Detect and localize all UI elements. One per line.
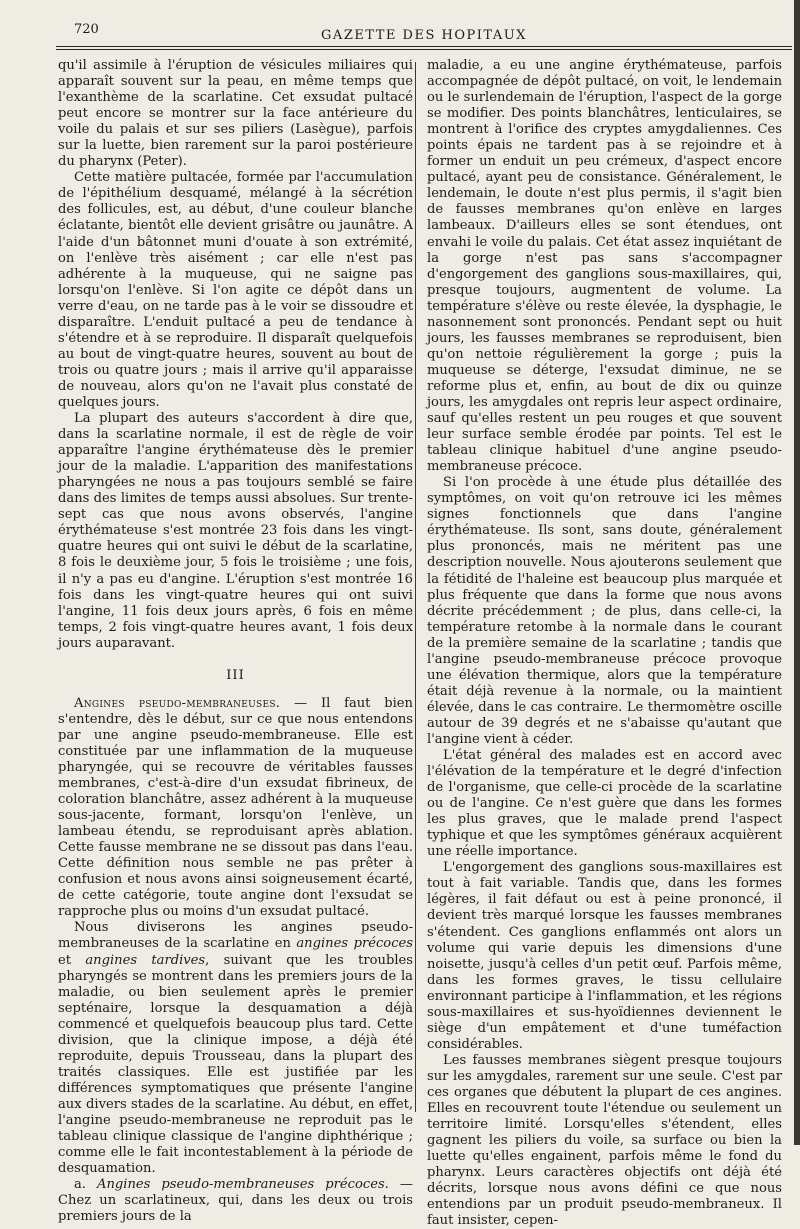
running-title: GAZETTE DES HOPITAUX bbox=[321, 28, 527, 43]
section-number: III bbox=[226, 667, 245, 683]
paragraph bbox=[58, 1177, 413, 1225]
header-rule-top bbox=[56, 46, 792, 47]
paragraph-text: Nous diviserons les angines pseudo-membraneuses de la scarlatine en bbox=[58, 920, 413, 952]
emphasis: angines tardives bbox=[85, 952, 206, 968]
emphasis: angines précoces bbox=[296, 936, 413, 952]
column-divider bbox=[415, 62, 416, 1112]
page-number: 720 bbox=[74, 22, 99, 37]
header-rule-bottom bbox=[56, 49, 792, 50]
paragraph-text: et bbox=[58, 952, 86, 968]
section-heading: Angines pseudo-membraneuses. bbox=[74, 695, 281, 711]
right-column bbox=[427, 58, 782, 1229]
paragraph-text: , suivant que les troubles pharyngés se montrent dans les premiers jours de la maladie, ou bien seulement après le premier septénaire, lorsque la desquamation a déjà commencé et quelquefois beaucoup plus tard. Cette division, que la clinique impose, a déjà été reproduite, depuis Trousseau, dans la plupart des traités classiques. Elle est justifiée par les différences symptomatiques que présente l'angine aux divers stades de la scarlatine. Au début, en effet, l'angine pseudo-membraneuse ne reproduit pas le tableau clinique classique de l'angine diphthérique ; comme elle le fait incontestablement à la période de desquamation. bbox=[58, 952, 413, 1177]
paragraph: L'engorgement des ganglions sous-maxillaires est tout à fait variable. Tandis que, dans les formes légères, il fait défaut ou est à peine prononcé, il devient très marqué lorsque les fausses membranes s'étendent. Ces ganglions enflammés ont alors un volume qui varie depuis les dimensions d'une noisette, jusqu'à celles d'un petit œuf. Parfois même, dans les formes graves, le tissu cellulaire environnant participe à l'inflammation, et les régions sous-maxillaires et sus-hyoïdiennes deviennent le siège d'un empâtement et d'une tuméfaction considérables. bbox=[427, 860, 782, 1052]
subsection-label: a. bbox=[74, 1177, 98, 1193]
paragraph-text: — Il faut bien s'entendre, dès le début, sur ce que nous entendons par une angine pseudo-membraneuse. Elle est constituée par une inflammation de la muqueuse pharyngée, qui se recouvre de véritables fausses membranes, c'est-à-dire d'un exsudat fibrineux, de coloration blanchâtre, assez adhérent à la muqueuse sous-jacente, formant, lorsqu'on l'enlève, un lambeau étendu, se reproduisant après ablation. Cette fausse membrane ne se dissout pas dans l'eau. Cette définition nous semble ne pas prêter à confusion et nous avons ainsi soigneusement écarté, de cette catégorie, toute angine dont l'exsudat se rapproche plus ou moins d'un exsudat pultacé. bbox=[58, 695, 413, 920]
paragraph: Si l'on procède à une étude plus détaillée des symptômes, on voit qu'on retrouve ici les mêmes signes fonctionnels que dans l'angine érythémateuse. Ils sont, sans doute, généralement plus prononcés, mais ne méritent pas une description nouvelle. Nous ajouterons seulement que la fétidité de l'haleine est beaucoup plus marquée et plus fréquente que dans la forme que nous avons décrite précédemment ; de plus, dans celle-ci, la température retombe à la normale dans le courant de la première semaine de la scarlatine ; tandis que l'angine pseudo-membraneuse précoce provoque une élévation thermique, alors que la température était déjà revenue à la normale, ou la maintient élevée, dans le cas contraire. Le thermomètre oscille autour de 39 degrés et ne s'abaisse qu'autant que l'angine vient à céder. bbox=[427, 475, 782, 747]
paragraph: maladie, a eu une angine érythémateuse, parfois accompagnée de dépôt pultacé, on voit, le lendemain ou le surlendemain de l'éruption, l'aspect de la gorge se modifier. Des points blanchâtres, lenticulaires, se montrent à l'orifice des cryptes amygdaliennes. Ces points épais ne tardent pas à se rejoindre et à former un enduit un peu crémeux, d'aspect encore pultacé, ayant peu de consistance. Généralement, le lendemain, le doute n'est plus permis, il s'agit bien de fausses membranes qu'on enlève en larges lambeaux. D'ailleurs elles se sont étendues, ont envahi le voile du palais. Cet état assez inquiétant de la gorge n'est pas sans s'accompagner d'engorgement des ganglions sous-maxillaires, qui, presque toujours, augmentent de volume. La température s'élève ou reste élevée, la dysphagie, le nasonnement sont prononcés. Pendant sept ou huit jours, les fausses membranes se reproduisent, bien qu'on nettoie régulièrement la gorge ; puis la muqueuse se déterge, l'exsudat diminue, ne se reforme plus et, enfin, au bout de dix ou quinze jours, les amygdales ont repris leur aspect ordinaire, sauf qu'elles restent un peu rouges et que souvent leur surface semble érodée par points. Tel est le tableau clinique habituel d'une angine pseudo-membraneuse précoce. bbox=[427, 58, 782, 475]
page-header bbox=[56, 14, 792, 44]
paragraph: La plupart des auteurs s'accordent à dire que, dans la scarlatine normale, il est de règle de voir apparaître l'angine érythémateuse dès le premier jour de la maladie. L'apparition des manifestations pharyngées ne nous a pas toujours semblé se faire dans des limites de temps aussi absolues. Sur trente-sept cas que nous avons observés, l'angine érythémateuse s'est montrée 23 fois dans les vingt-quatre heures qui ont suivi le début de la scarlatine, 8 fois le deuxième jour, 5 fois le troisième ; une fois, il n'y a pas eu d'angine. L'éruption s'est montrée 16 fois dans les vingt-quatre heures qui ont suivi l'angine, 11 fois deux jours après, 6 fois en même temps, 2 fois vingt-quatre heures avant, 1 fois deux jours auparavant. bbox=[58, 411, 413, 651]
left-column bbox=[58, 58, 413, 1225]
page-binding-edge bbox=[794, 0, 800, 1145]
paragraph: L'état général des malades est en accord avec l'élévation de la température et le degré d'infection de l'organisme, que celle-ci procède de la scarlatine ou de l'angine. Ce n'est guère que dans les formes les plus graves, que le malade prend l'aspect typhique et que les symptômes généraux acquièrent une réelle importance. bbox=[427, 748, 782, 860]
paragraph-text: — Chez un scarlatineux, qui, dans les deux ou trois premiers jours de la bbox=[58, 1177, 413, 1225]
paragraph bbox=[58, 920, 413, 1177]
paragraph: Les fausses membranes siègent presque toujours sur les amygdales, rarement sur une seule. C'est par ces organes que débutent la plupart de ces angines. Elles en recouvrent toute l'étendue ou seulement un territoire limité. Lorsqu'elles s'étendent, elles gagnent les piliers du voile, sa surface ou bien la luette qu'elles engainent, parfois même le fond du pharynx. Leurs caractères objectifs ont déjà été décrits, lorsque nous avons défini ce que nous entendions par un produit pseudo-membraneux. Il faut insister, cepen- bbox=[427, 1052, 782, 1229]
paragraph: Cette matière pultacée, formée par l'accumulation de l'épithélium desquamé, mélangé à la sécrétion des follicules, est, au début, d'une couleur blanche éclatante, bientôt elle devient grisâtre ou jaunâtre. A l'aide d'un bâtonnet muni d'ouate à son extrémité, on l'enlève très aisément ; car elle n'est pas adhérente à la muqueuse, qui ne saigne pas lorsqu'on l'enlève. Si l'on agite ce dépôt dans un verre d'eau, on ne tarde pas à le voir se dissoudre et disparaître. L'enduit pultacé a peu de tendance à s'étendre et à se reproduire. Il disparaît quelquefois au bout de vingt-quatre heures, souvent au bout de trois ou quatre jours ; mais il arrive qu'il apparaisse de nouveau, alors qu'on ne l'avait plus constaté de quelques jours. bbox=[58, 170, 413, 410]
paragraph bbox=[58, 696, 413, 921]
subsection-heading: Angines pseudo-membraneuses précoces. bbox=[97, 1177, 389, 1193]
paragraph: qu'il assimile à l'éruption de vésicules miliaires qui apparaît souvent sur la peau, en même temps que l'exanthème de la scarlatine. Cet exsudat pultacé peut encore se montrer sur la face antérieure du voile du palais et sur ses piliers (Lasègue), parfois sur la luette, bien rarement sur la paroi postérieure du pharynx (Peter). bbox=[58, 58, 413, 170]
